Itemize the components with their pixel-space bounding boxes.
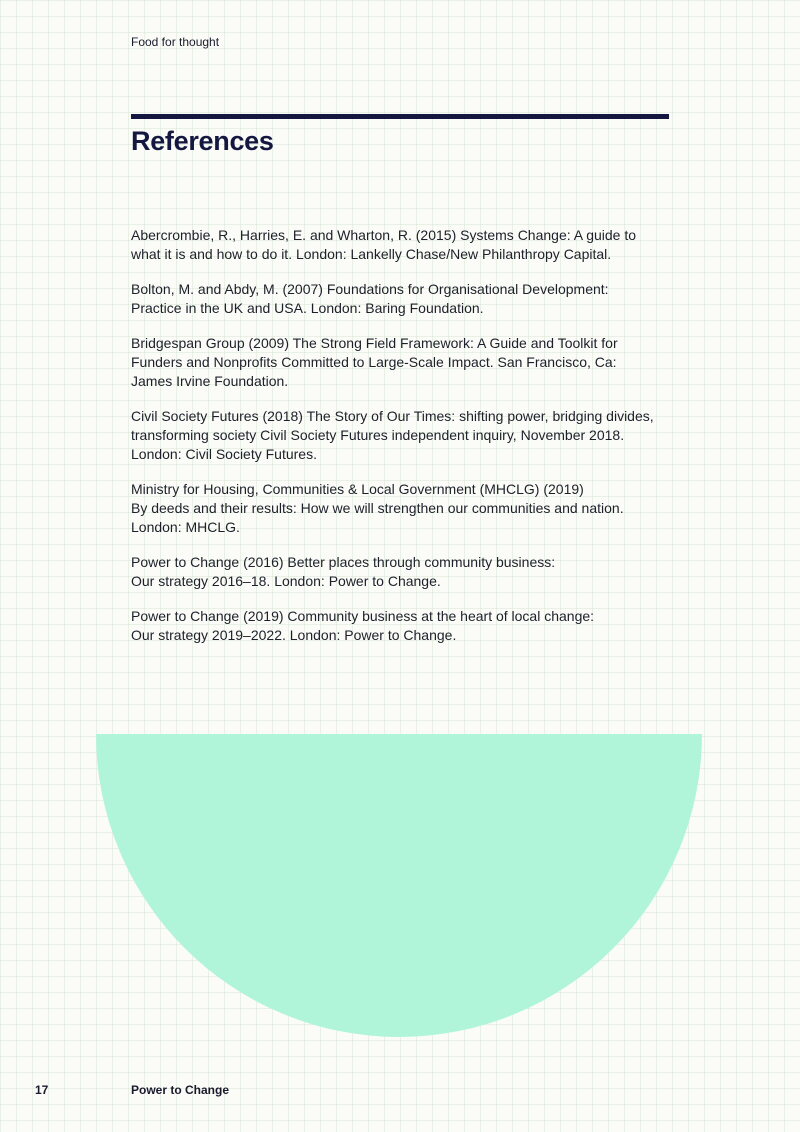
reference-item: Bridgespan Group (2009) The Strong Field Framework: A Guide and Toolkit for Funders and Nonprofits Committed to Large-Scale Impact. San Francisco, Ca: James Irvine Foundation. (131, 335, 618, 389)
page-number: 17 (35, 1083, 49, 1097)
reference-item: Ministry for Housing, Communities & Local Government (MHCLG) (2019) By deeds and their results: How we will strengthen our communities and nation. London: MHCLG. (131, 481, 624, 535)
decorative-half-circle (96, 734, 702, 1037)
page-title: References (131, 126, 274, 156)
reference-item: Power to Change (2016) Better places through community business: Our strategy 2016–18. London: Power to Change. (131, 554, 556, 589)
reference-item: Bolton, M. and Abdy, M. (2007) Foundations for Organisational Development: Practice in the UK and USA. London: Baring Foundation. (131, 281, 609, 316)
reference-item: Civil Society Futures (2018) The Story of Our Times: shifting power, bridging divides, transforming society Civil Society Futures independent inquiry, November 2018. London: Civil Society Futures. (131, 408, 654, 462)
running-header: Food for thought (131, 35, 220, 49)
reference-item: Abercrombie, R., Harries, E. and Wharton, R. (2015) Systems Change: A guide to what it is and how to do it. London: Lankelly Chase/New Philanthropy Capital. (131, 227, 637, 262)
reference-item: Power to Change (2019) Community business at the heart of local change: Our strategy 2019–2022. London: Power to Change. (131, 608, 595, 643)
footer-brand: Power to Change (131, 1083, 230, 1097)
title-rule (131, 114, 669, 119)
reference-list (131, 226, 676, 661)
